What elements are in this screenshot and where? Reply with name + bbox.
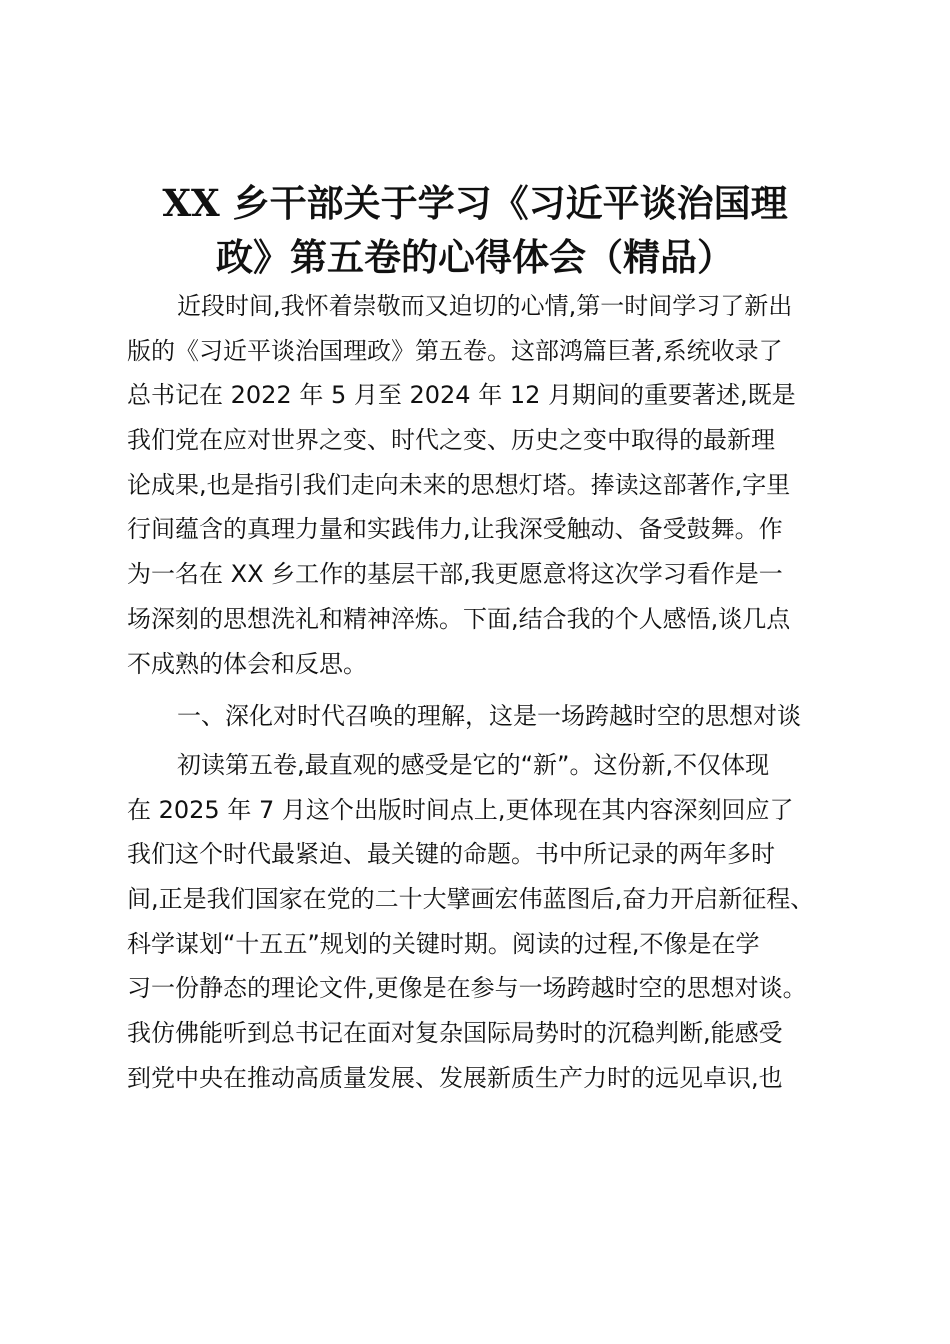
document-title	[100, 176, 850, 284]
text-line: 行间蕴含的真理力量和实践伟力,让我深受触动、备受鼓舞。作	[127, 515, 783, 544]
text-line: 我仿佛能听到总书记在面对复杂国际局势时的沉稳判断,能感受	[127, 1019, 783, 1047]
text-line: 场深刻的思想洗礼和精神淬炼。下面,结合我的个人感悟,谈几点	[127, 604, 791, 633]
text-line: 在 2025 年 7 月这个出版时间点上,更体现在其内容深刻回应了	[127, 795, 794, 824]
text-line: 科学谋划“十五五”规划的关键时期。阅读的过程,不像是在学	[127, 929, 760, 958]
text-line: 近段时间,我怀着崇敬而又迫切的心情,第一时间学习了新出	[177, 292, 793, 320]
text-line: 论成果,也是指引我们走向未来的思想灯塔。捧读这部著作,字里	[127, 470, 791, 499]
title-line: 政》第五卷的心得体会（精品）	[216, 235, 734, 279]
title-line: XX 乡干部关于学习《习近平谈治国理	[162, 181, 788, 225]
text-line: 间,正是我们国家在党的二十大擘画宏伟蓝图后,奋力开启新征程、	[127, 884, 815, 913]
document-body	[127, 284, 837, 1100]
paragraph-intro	[127, 284, 837, 686]
text-line: 习一份静态的理论文件,更像是在参与一场跨越时空的思想对谈。	[127, 974, 807, 1003]
text-line: 版的《习近平谈治国理政》第五卷。这部鸿篇巨著,系统收录了	[127, 336, 783, 365]
text-line: 我们这个时代最紧迫、最关键的命题。书中所记录的两年多时	[127, 840, 775, 869]
text-line: 为一名在 XX 乡工作的基层干部,我更愿意将这次学习看作是一	[127, 560, 783, 589]
text-line: 总书记在 2022 年 5 月至 2024 年 12 月期间的重要著述,既是	[127, 381, 796, 410]
text-line: 不成熟的体会和反思。	[127, 649, 367, 678]
section-heading: 一、深化对时代召唤的理解，这是一场跨越时空的思想对谈	[177, 702, 801, 731]
text-line: 我们党在应对世界之变、时代之变、历史之变中取得的最新理	[127, 426, 775, 455]
text-line: 初读第五卷,最直观的感受是它的“新”。这份新,不仅体现	[177, 750, 770, 779]
text-line: 到党中央在推动高质量发展、发展新质生产力时的远见卓识,也	[127, 1063, 783, 1092]
paragraph-section1	[127, 743, 837, 1101]
